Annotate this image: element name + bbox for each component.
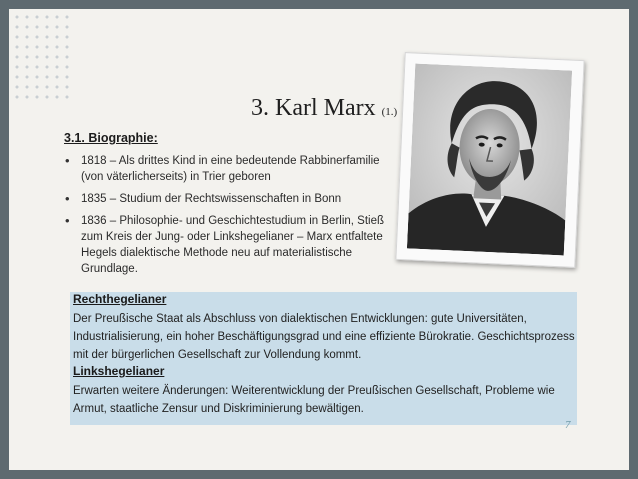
biography-heading: 3.1. Biographie: — [64, 131, 158, 145]
bullet-icon: • — [65, 191, 70, 206]
biography-list — [64, 153, 384, 283]
dot-pattern-decoration — [9, 9, 74, 99]
bullet-icon: • — [65, 213, 70, 228]
rechtshegelianer-text: Der Preußische Staat als Abschluss von dialektischen Entwicklungen: gute Universitäten, Industrialisierung, ein hoher Beschäftigungsgrad und eine effiziente Bürokratie. Geschichtsprozess mit der bürgerlichen Gesellschaft zur Vollendung kommt. — [73, 313, 575, 361]
linkshegelianer-text: Erwarten weitere Änderungen: Weiterentwicklung der Preußischen Gesellschaft, Probleme wie Armut, staatliche Zensur und Diskriminierung bewältigen. — [73, 385, 555, 415]
biography-item — [64, 191, 384, 207]
linkshegelianer-heading: Linkshegelianer — [73, 364, 165, 378]
biography-item-text: 1818 – Als drittes Kind in eine bedeutende Rabbinerfamilie (von väterlicherseits) in Trier geboren — [81, 155, 380, 183]
bullet-icon: • — [65, 153, 70, 168]
slide-title-suffix: (1.) — [381, 106, 398, 118]
page-number: 7 — [565, 419, 571, 431]
rechtshegelianer-heading: Rechthegelianer — [73, 292, 167, 306]
biography-item-text: 1835 – Studium der Rechtswissenschaften in Bonn — [81, 193, 342, 205]
biography-item — [64, 213, 384, 277]
slide-title — [251, 95, 397, 122]
portrait-photo — [407, 64, 572, 256]
slide — [9, 9, 629, 470]
biography-item-text: 1836 – Philosophie- und Geschichtestudium in Berlin, Stieß zum Kreis der Jung- oder Linkshegelianer – Marx entfaltete Hegels dialektische Methode neu auf materialistische Grundlage. — [81, 215, 385, 275]
portrait-frame — [395, 52, 584, 268]
biography-item — [64, 153, 384, 185]
slide-title-text: 3. Karl Marx — [251, 95, 376, 121]
portrait-illustration — [407, 64, 572, 256]
